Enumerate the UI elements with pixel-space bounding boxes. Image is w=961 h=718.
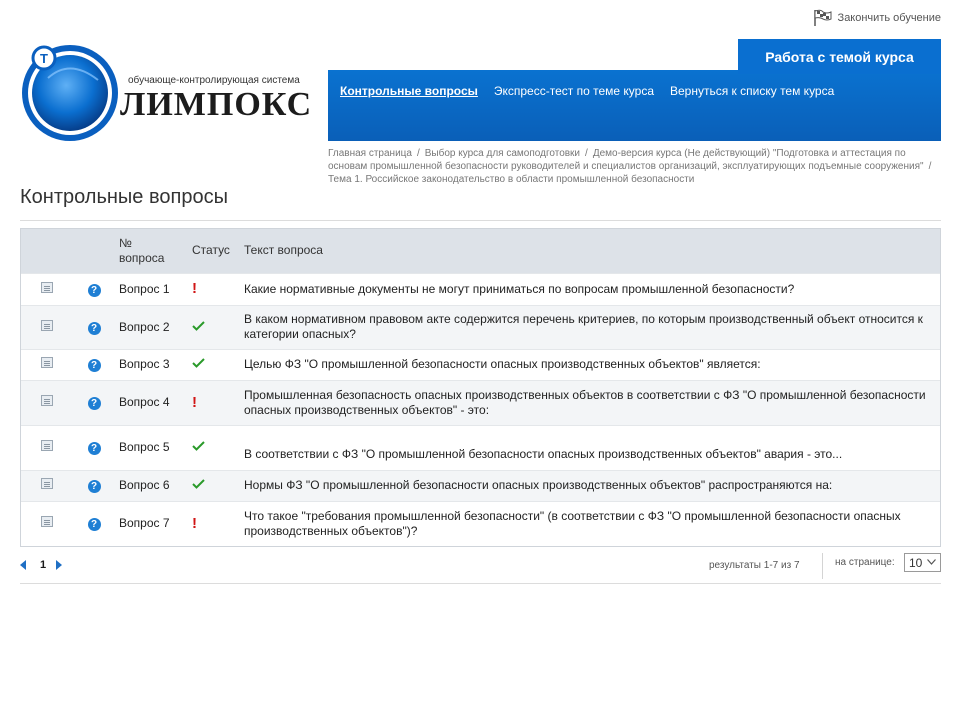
question-text[interactable] <box>240 470 940 501</box>
table-row <box>21 273 940 305</box>
breadcrumb <box>328 147 938 186</box>
breadcrumb-separator: / <box>928 161 932 172</box>
divider <box>20 220 941 221</box>
status-ok-icon <box>192 441 205 451</box>
help-cell <box>73 273 115 305</box>
document-icon[interactable] <box>41 357 53 368</box>
breadcrumb-course-select[interactable]: Выбор курса для самоподготовки <box>424 148 581 159</box>
question-number[interactable]: Вопрос 3 <box>119 357 170 371</box>
page-nav <box>20 559 62 571</box>
status-error-icon: ! <box>192 514 197 532</box>
table-header-row <box>21 229 940 273</box>
question-number[interactable]: Вопрос 5 <box>119 440 170 454</box>
table-row <box>21 425 940 470</box>
doc-cell <box>21 470 73 501</box>
header-text[interactable]: Текст вопроса <box>244 243 323 258</box>
help-cell <box>73 470 115 501</box>
question-status <box>184 380 240 425</box>
status-ok-icon <box>192 479 205 489</box>
question-text[interactable] <box>240 380 940 425</box>
nav-back-to-topics[interactable]: Вернуться к списку тем курса <box>670 84 835 98</box>
question-number[interactable]: Вопрос 6 <box>119 478 170 492</box>
status-ok-icon <box>192 358 205 368</box>
question-link[interactable]: Промышленная безопасность опасных производственных объектов в соответствии с ФЗ "О промышленной безопасности опасных производственных объектов" - это: <box>244 387 926 417</box>
question-link[interactable]: Целью ФЗ "О промышленной безопасности опасных производственных объектов" является: <box>244 357 761 371</box>
checkered-flag-icon <box>812 9 832 27</box>
question-link[interactable]: Что такое "требования промышленной безопасности" (в соответствии с ФЗ "О промышленной безопасности опасных производственных объектов")? <box>244 508 901 538</box>
table-row <box>21 349 940 380</box>
topic-nav <box>340 84 850 98</box>
question-text[interactable] <box>240 273 940 305</box>
header-num[interactable]: № вопроса <box>119 235 165 265</box>
question-status <box>184 273 240 305</box>
breadcrumb-separator: / <box>585 148 588 159</box>
nav-express-test[interactable]: Экспресс-тест по теме курса <box>493 84 654 98</box>
header-bar <box>328 70 941 141</box>
logo-tagline: обучающе-контролирующая система <box>128 75 300 86</box>
question-status <box>184 349 240 380</box>
help-cell <box>73 501 115 546</box>
nav-control-questions[interactable]: Контрольные вопросы <box>340 84 478 98</box>
question-text[interactable] <box>240 349 940 380</box>
finish-training-label: Закончить обучение <box>837 12 941 24</box>
logo-globe-icon <box>18 38 123 143</box>
doc-cell <box>21 380 73 425</box>
help-cell <box>73 425 115 470</box>
help-icon[interactable]: ? <box>88 322 101 335</box>
question-link[interactable]: В соответствии с ФЗ "О промышленной безопасности опасных производственных объектов" авария - это... <box>244 447 843 461</box>
question-link[interactable]: Какие нормативные документы не могут приниматься по вопросам промышленной безопасности? <box>244 281 795 296</box>
topic-tab[interactable]: Работа с темой курса <box>738 39 941 74</box>
next-page-icon[interactable] <box>56 560 62 570</box>
question-text[interactable] <box>240 305 940 349</box>
logo <box>18 38 318 143</box>
status-error-icon: ! <box>192 280 197 297</box>
document-icon[interactable] <box>41 395 53 406</box>
help-icon[interactable]: ? <box>88 442 101 455</box>
breadcrumb-course[interactable]: Демо-версия курса (Не действующий) "Подготовка и аттестация по основам промышленной безопасности руководителей и специалистов организаций, эксплуатирующих подъемные сооружения" <box>328 148 924 172</box>
document-icon[interactable] <box>41 282 53 293</box>
logo-badge: Т <box>40 51 48 66</box>
table-row <box>21 380 940 425</box>
logo-brand: ЛИМПОКС <box>120 86 313 123</box>
header-help-col <box>73 229 115 273</box>
doc-cell <box>21 425 73 470</box>
question-text[interactable] <box>240 501 940 546</box>
chevron-down-icon <box>927 559 936 565</box>
help-cell <box>73 305 115 349</box>
divider <box>822 553 823 579</box>
help-icon[interactable]: ? <box>88 518 101 531</box>
question-text[interactable] <box>240 425 940 470</box>
per-page-value: 10 <box>909 555 923 570</box>
table-row <box>21 305 940 349</box>
table-row <box>21 501 940 546</box>
page-number[interactable]: 1 <box>40 559 47 571</box>
questions-table <box>20 228 941 547</box>
question-number[interactable]: Вопрос 2 <box>119 319 170 334</box>
header-doc-col <box>21 229 73 273</box>
question-number[interactable]: Вопрос 4 <box>119 395 170 409</box>
question-status <box>184 501 240 546</box>
breadcrumb-separator: / <box>416 148 420 159</box>
doc-cell <box>21 501 73 546</box>
finish-training-link[interactable] <box>812 9 941 27</box>
per-page-label: на странице: <box>835 557 895 568</box>
divider <box>20 583 941 584</box>
help-icon[interactable]: ? <box>88 284 101 297</box>
status-ok-icon <box>192 321 205 331</box>
document-icon[interactable] <box>41 440 53 451</box>
breadcrumb-topic: Тема 1. Российское законодательство в области промышленной безопасности <box>328 174 695 185</box>
question-number[interactable]: Вопрос 1 <box>119 281 170 296</box>
help-cell <box>73 349 115 380</box>
pagination <box>20 553 941 581</box>
page-title: Контрольные вопросы <box>20 186 228 208</box>
header-status[interactable]: Статус <box>192 243 230 258</box>
breadcrumb-home[interactable]: Главная страница <box>328 148 412 159</box>
question-number[interactable]: Вопрос 7 <box>119 516 170 531</box>
question-status <box>184 470 240 501</box>
help-icon[interactable]: ? <box>88 480 101 493</box>
per-page-select[interactable] <box>904 553 941 572</box>
question-link[interactable]: В каком нормативном правовом акте содержится перечень критериев, по которым производственный объект относится к категории опасных? <box>244 312 923 341</box>
document-icon[interactable] <box>41 516 53 527</box>
doc-cell <box>21 273 73 305</box>
question-status <box>184 305 240 349</box>
question-status <box>184 425 240 470</box>
prev-page-icon[interactable] <box>20 560 26 570</box>
help-icon[interactable]: ? <box>88 397 101 410</box>
status-error-icon: ! <box>192 393 197 411</box>
help-cell <box>73 380 115 425</box>
doc-cell <box>21 349 73 380</box>
help-icon[interactable]: ? <box>88 359 101 372</box>
question-link[interactable]: Нормы ФЗ "О промышленной безопасности опасных производственных объектов" распространяются на: <box>244 478 833 492</box>
table-row <box>21 470 940 501</box>
document-icon[interactable] <box>41 478 53 489</box>
doc-cell <box>21 305 73 349</box>
document-icon[interactable] <box>41 320 53 331</box>
results-count: результаты 1-7 из 7 <box>709 560 800 571</box>
